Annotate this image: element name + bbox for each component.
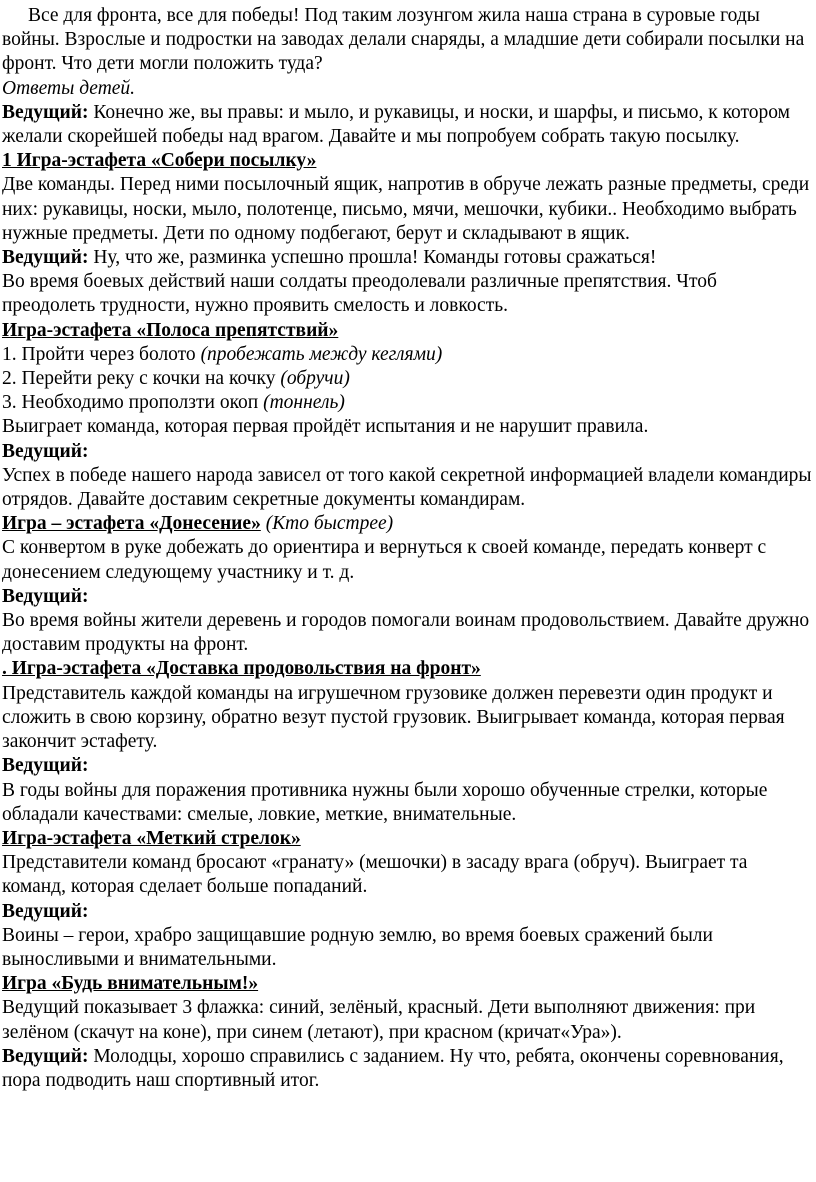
intro-paragraph: Все для фронта, все для победы! Под таким лозунгом жила наша страна в суровые годы войны. Взрослые и подростки на заводах делали снаряды, а младшие дети собирали посылки на фронт. Что дети могли положить туда?	[2, 5, 805, 75]
game-title-marksman: Игра-эстафета «Меткий стрелок»	[2, 827, 301, 849]
game-title-report-note: (Кто быстрее)	[260, 513, 394, 535]
paragraph-secret-docs: Успех в победе нашего народа зависел от того какой секретной информацией владели командиры отрядов. Давайте доставим секретные документы командирам.	[2, 464, 812, 511]
host-label: Ведущий:	[2, 440, 89, 462]
host-remark-2	[2, 246, 814, 270]
host-label: Ведущий:	[2, 900, 89, 922]
host-label: Ведущий:	[2, 755, 89, 777]
paragraph-heroes: Воины – герои, храбро защищавшие родную землю, во время боевых сражений были выносливыми и внимательными.	[2, 924, 713, 970]
obstacle-item	[2, 367, 814, 391]
obstacles-result: Выиграет команда, которая первая пройдёт испытания и не нарушит правила.	[2, 416, 649, 438]
game-title-obstacles: Игра-эстафета «Полоса препятствий»	[2, 319, 339, 341]
game-description-marksman: Представители команд бросают «гранату» (мешочки) в засаду врага (обруч). Выиграет та команд, которая сделает больше попаданий.	[2, 852, 748, 898]
paragraph-food-supply: Во время войны жители деревень и городов помогали воинам продовольствием. Давайте дружно доставим продукты на фронт.	[2, 610, 810, 656]
host-remark-1	[2, 101, 814, 149]
host-label: Ведущий:	[2, 585, 89, 607]
game-description-parcel: Две команды. Перед ними посылочный ящик, напротив в обруче лежать разные предметы, среди них: рукавицы, носки, мыло, полотенце, письмо, мячи, мешочки, кубики.. Необходимо выбрать нужные предметы. Дети по одному подбегают, берут и складывают в ящик.	[2, 174, 810, 244]
obstacle-item-text: 3. Необходимо проползти окоп	[2, 392, 264, 414]
paragraph-obstacles-intro: Во время боевых действий наши солдаты преодолевали различные препятствия. Чтоб преодолеть трудности, нужно проявить смелость и ловкость.	[2, 271, 717, 317]
obstacle-item-note: (обручи)	[280, 368, 350, 390]
obstacle-item-note: (тоннель)	[263, 392, 345, 414]
obstacle-item-note: (пробежать между кеглями)	[200, 343, 443, 365]
obstacle-item	[2, 391, 814, 415]
game-title-food: . Игра-эстафета «Доставка продовольствия на фронт»	[2, 658, 481, 680]
obstacle-item-text: 2. Перейти реку с кочки на кочку	[2, 368, 281, 390]
host-remark-text: Конечно же, вы правы: и мыло, и рукавицы, и носки, и шарфы, и письмо, к котором желали скорейшей победы над врагом. Давайте и мы попробуем собрать такую посылку.	[2, 101, 791, 148]
game-title-report: Игра – эстафета «Донесение»	[2, 513, 261, 535]
paragraph-marksmen: В годы войны для поражения противника нужны были хорошо обученные стрелки, которые обладали качествами: смелые, ловкие, меткие, внимательные.	[2, 779, 768, 825]
game-description-report: С конвертом в руке добежать до ориентира и вернуться к своей команде, передать конверт с донесением следующему участнику и т. д.	[2, 537, 767, 583]
game-title-attentive: Игра «Будь внимательным!»	[2, 973, 259, 995]
children-answers: Ответы детей.	[2, 77, 136, 99]
host-label: Ведущий:	[2, 1045, 89, 1067]
host-remark-text: Ну, что же, разминка успешно прошла! Команды готовы сражаться!	[93, 247, 657, 269]
game-title-parcel: 1 Игра-эстафета «Собери посылку»	[2, 150, 317, 172]
game-title-report-line	[2, 512, 814, 536]
host-label: Ведущий:	[2, 247, 89, 269]
obstacle-item-text: 1. Пройти через болото	[2, 343, 201, 365]
host-remark-text: Молодцы, хорошо справились с заданием. Ну что, ребята, окончены соревнования, пора подводить наш спортивный итог.	[2, 1045, 784, 1091]
game-description-attentive: Ведущий показывает 3 флажка: синий, зелёный, красный. Дети выполняют движения: при зелёном (скачут на коне), при синем (летают), при красном (кричат«Ура»).	[2, 997, 756, 1043]
obstacle-item	[2, 343, 814, 367]
game-description-food: Представитель каждой команды на игрушечном грузовике должен перевезти один продукт и сложить в свою корзину, обратно везут пустой грузовик. Выигрывает команда, которая первая закончит эстафету.	[2, 682, 785, 753]
host-label: Ведущий:	[2, 101, 89, 123]
host-remark-final	[2, 1045, 814, 1093]
